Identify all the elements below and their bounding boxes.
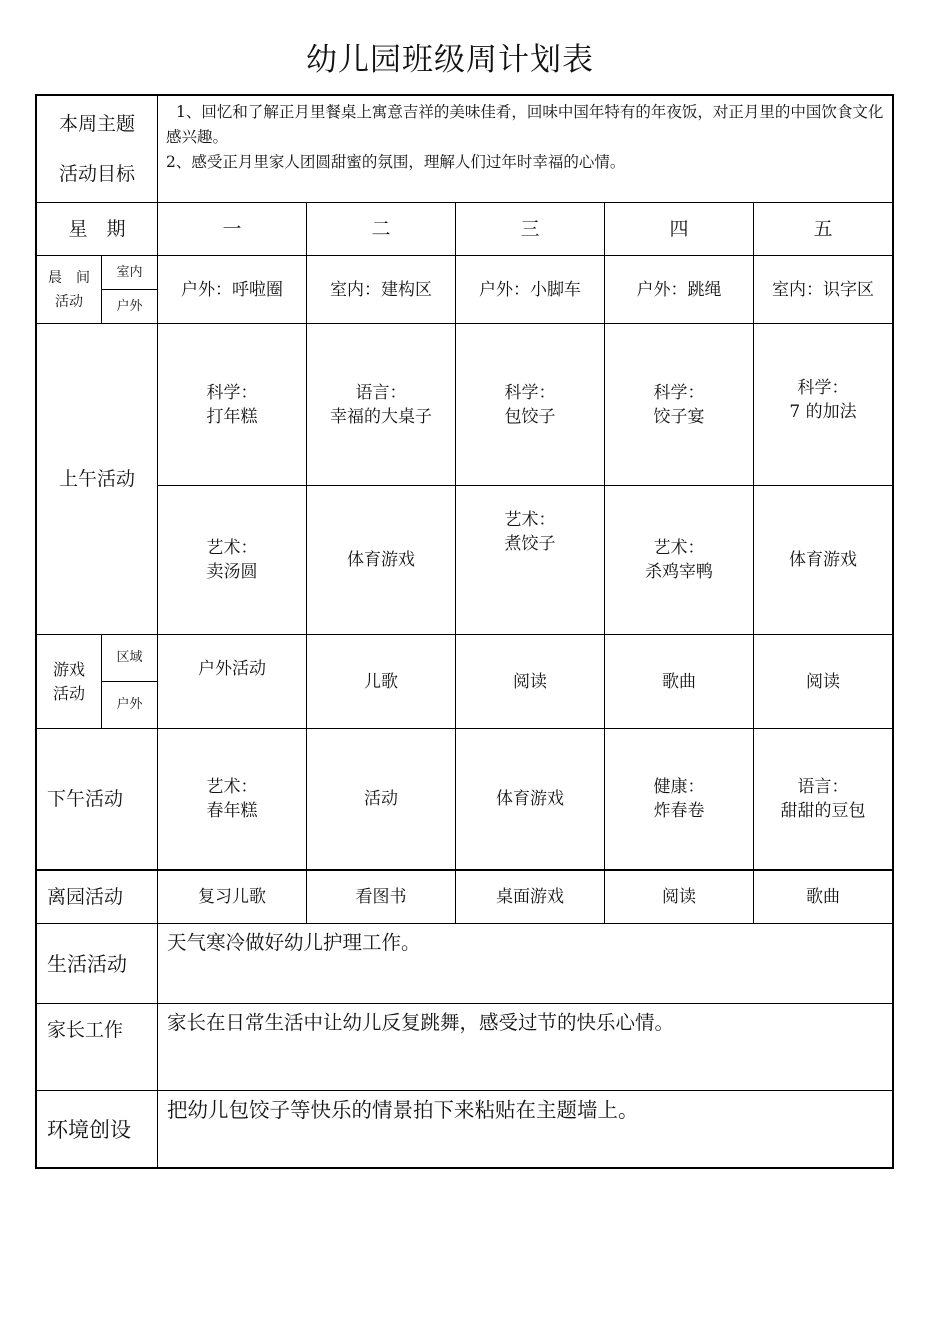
morning-sub-outdoor: 户外: [102, 290, 158, 324]
pm-wed: 体育游戏: [456, 729, 605, 871]
game-thu: 歌曲: [605, 635, 754, 729]
life-label: 生活活动: [37, 924, 158, 1004]
am1-mon: 科学： 打年糕: [158, 324, 307, 486]
parent-label: 家长工作: [37, 1004, 158, 1091]
weekday-tue: 二: [307, 203, 456, 256]
goal-2: 2、感受正月里家人团圆甜蜜的氛围，理解人们过年时幸福的心情。: [166, 153, 626, 171]
leave-mon: 复习儿歌: [158, 871, 307, 924]
morning-thu: 户外：跳绳: [605, 256, 754, 324]
morning-tue: 室内：建构区: [307, 256, 456, 324]
pm-fri: 语言： 甜甜的豆包: [754, 729, 892, 871]
env-label: 环境创设: [37, 1091, 158, 1168]
game-fri: 阅读: [754, 635, 892, 729]
weekday-label: 星 期: [37, 203, 158, 256]
game-sub-area: 区域: [102, 635, 158, 682]
life-text: 天气寒冷做好幼儿护理工作。: [158, 924, 892, 1004]
morning-mon: 户外：呼啦圈: [158, 256, 307, 324]
game-label: 游戏 活动: [37, 635, 102, 729]
morning-label: 晨 间 活动: [37, 256, 102, 324]
goal-label: 活动目标: [58, 163, 135, 185]
weekday-thu: 四: [605, 203, 754, 256]
parent-text: 家长在日常生活中让幼儿反复跳舞，感受过节的快乐心情。: [158, 1004, 892, 1091]
am1-thu: 科学： 饺子宴: [605, 324, 754, 486]
goals-cell: [158, 96, 892, 203]
pm-thu: 健康： 炸春卷: [605, 729, 754, 871]
goal-1: 1、回忆和了解正月里餐桌上寓意吉祥的美味佳肴，回味中国年特有的年夜饭，对正月里的中国饮食文化感兴趣。: [166, 103, 884, 146]
morning-sub-indoor: 室内: [102, 256, 158, 290]
leave-fri: 歌曲: [754, 871, 892, 924]
weekly-plan-table: [35, 94, 894, 1169]
leave-label: 离园活动: [37, 871, 158, 924]
game-tue: 儿歌: [307, 635, 456, 729]
am2-mon: 艺术： 卖汤圆: [158, 486, 307, 635]
game-mon: 户外活动: [158, 635, 307, 729]
leave-thu: 阅读: [605, 871, 754, 924]
am2-wed: 艺术： 煮饺子: [456, 486, 605, 635]
weekday-mon: 一: [158, 203, 307, 256]
weekday-fri: 五: [754, 203, 892, 256]
leave-wed: 桌面游戏: [456, 871, 605, 924]
pm-label: 下午活动: [37, 729, 158, 871]
theme-label: 本周主题: [58, 113, 135, 135]
morning-wed: 户外：小脚车: [456, 256, 605, 324]
game-sub-outdoor: 户外: [102, 682, 158, 729]
leave-tue: 看图书: [307, 871, 456, 924]
am1-wed: 科学： 包饺子: [456, 324, 605, 486]
am2-tue: 体育游戏: [307, 486, 456, 635]
page-title: 幼儿园班级周计划表: [306, 42, 594, 78]
pm-mon: 艺术： 春年糕: [158, 729, 307, 871]
morning-fri: 室内：识字区: [754, 256, 892, 324]
weekday-wed: 三: [456, 203, 605, 256]
am1-tue: 语言： 幸福的大桌子: [307, 324, 456, 486]
am2-thu: 艺术： 杀鸡宰鸭: [605, 486, 754, 635]
game-wed: 阅读: [456, 635, 605, 729]
env-text: 把幼儿包饺子等快乐的情景拍下来粘贴在主题墙上。: [167, 1098, 639, 1122]
theme-goal-label-cell: [37, 96, 158, 203]
am1-fri: 科学： 7 的加法: [754, 324, 892, 486]
am2-fri: 体育游戏: [754, 486, 892, 635]
pm-tue: 活动: [307, 729, 456, 871]
am-label: 上午活动: [37, 324, 158, 635]
